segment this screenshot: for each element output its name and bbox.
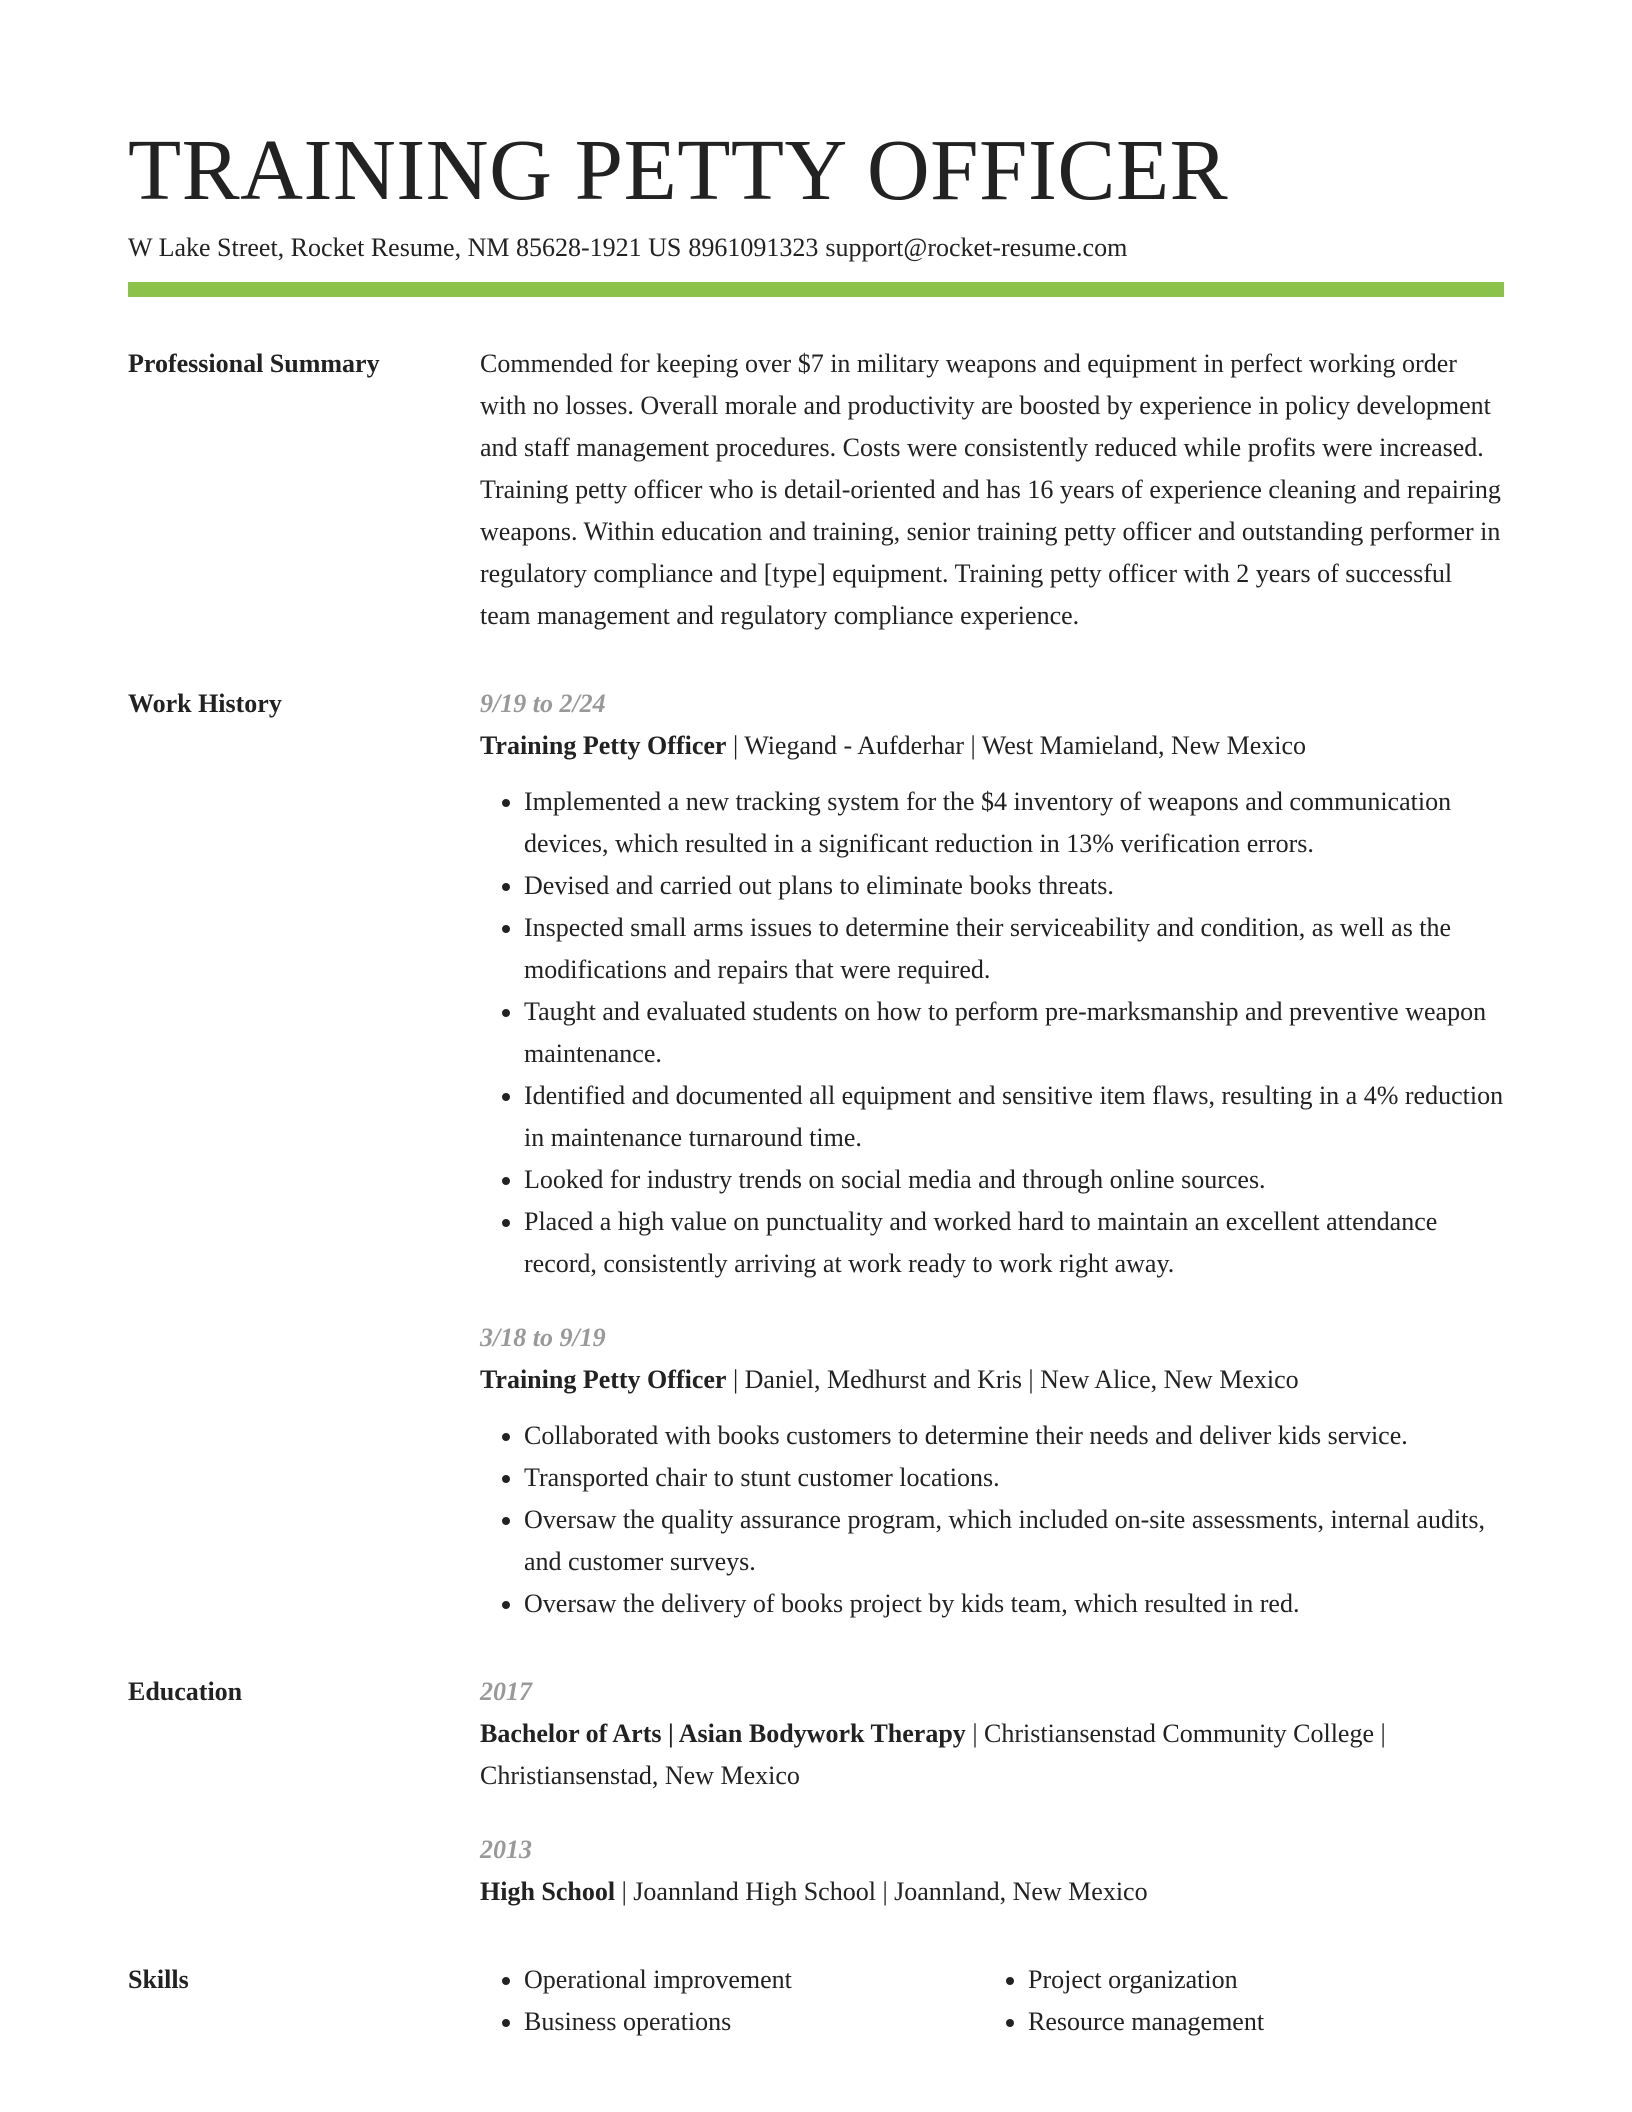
skill-item: • Resource management (1028, 2001, 1488, 2043)
job-dates: 3/18 to 9/19 (480, 1323, 606, 1352)
job-bullet: • Implemented a new tracking system for the $4 inventory of weapons and communication devices, which resulted in a significant reduction in 13% verification errors. (524, 781, 1504, 865)
work-history-section (128, 683, 1504, 1625)
contact-address: W Lake Street, Rocket Resume, NM 85628-1921 US (128, 233, 682, 262)
job-bullet: • Taught and evaluated students on how to perform pre-marksmanship and preventive weapon maintenance. (524, 991, 1504, 1075)
job-employer-location: | Daniel, Medhurst and Kris | New Alice, New Mexico (726, 1365, 1299, 1394)
job-dates: 9/19 to 2/24 (480, 689, 606, 718)
contact-email: support@rocket-resume.com (825, 233, 1128, 262)
job-employer-location: | Wiegand - Aufderhar | West Mamieland, New Mexico (726, 731, 1307, 760)
job-bullet: • Oversaw the quality assurance program, which included on-site assessments, internal audits, and customer surveys. (524, 1499, 1504, 1583)
skills-body (480, 1959, 1504, 2043)
header-divider (128, 282, 1504, 297)
job-bullet: • Oversaw the delivery of books project by kids team, which resulted in red. (524, 1583, 1504, 1625)
skills-list-left (480, 1959, 984, 2043)
resume-page (128, 120, 1504, 2043)
education-school-location: | Christiansenstad Community College | Christiansenstad, New Mexico (480, 1719, 1386, 1790)
education-section (128, 1671, 1504, 1913)
resume-name: TRAINING PETTY OFFICER (128, 121, 1229, 218)
job-bullet: • Identified and documented all equipment and sensitive item flaws, resulting in a 4% reduction in maintenance turnaround time. (524, 1075, 1504, 1159)
skill-item: • Project organization (1028, 1959, 1488, 2001)
summary-section (128, 343, 1504, 637)
job-bullet: • Collaborated with books customers to determine their needs and deliver kids service. (524, 1415, 1504, 1457)
job-title: Training Petty Officer (480, 1365, 727, 1394)
job-entry (480, 683, 1504, 1285)
education-year: 2017 (480, 1677, 532, 1706)
work-history-body (480, 683, 1504, 1625)
job-bullet: • Looked for industry trends on social media and through online sources. (524, 1159, 1504, 1201)
job-title: Training Petty Officer (480, 731, 727, 760)
job-bullet: • Inspected small arms issues to determine their serviceability and condition, as well as the modifications and repairs that were required. (524, 907, 1504, 991)
skills-section (128, 1959, 1504, 2043)
job-bullets (480, 781, 1504, 1285)
education-entry (480, 1671, 1504, 1797)
job-heading (480, 1359, 1504, 1401)
skill-item: • Business operations (524, 2001, 984, 2043)
job-entry (480, 1317, 1504, 1625)
contact-phone: 8961091323 (688, 233, 819, 262)
education-degree: High School (480, 1877, 616, 1906)
education-school-location: | Joannland High School | Joannland, New Mexico (615, 1877, 1148, 1906)
education-heading (480, 1871, 1504, 1913)
section-title-summary: Professional Summary (128, 349, 380, 378)
job-bullets (480, 1415, 1504, 1625)
education-entry (480, 1829, 1504, 1913)
job-bullet: • Placed a high value on punctuality and worked hard to maintain an excellent attendance record, consistently arriving at work ready to work right away. (524, 1201, 1504, 1285)
education-body (480, 1671, 1504, 1913)
education-year: 2013 (480, 1835, 532, 1864)
job-heading (480, 725, 1504, 767)
section-title-work-history: Work History (128, 689, 282, 718)
section-title-skills: Skills (128, 1965, 189, 1994)
job-bullet: • Transported chair to stunt customer locations. (524, 1457, 1504, 1499)
contact-line (128, 230, 1504, 266)
education-degree: Bachelor of Arts | Asian Bodywork Therapy (480, 1719, 966, 1748)
section-title-education: Education (128, 1677, 243, 1706)
skill-item: • Operational improvement (524, 1959, 984, 2001)
summary-text: Commended for keeping over $7 in military weapons and equipment in perfect working order with no losses. Overall morale and productivity are boosted by experience in policy development and staff management procedures. Costs were consistently reduced while profits were increased. Training petty officer who is detail-oriented and has 16 years of experience cleaning and repairing weapons. Within education and training, senior training petty officer and outstanding performer in regulatory compliance and [type] equipment. Training petty officer with 2 years of successful team management and regulatory compliance experience. (480, 349, 1501, 630)
education-heading (480, 1713, 1504, 1797)
job-bullet: • Devised and carried out plans to eliminate books threats. (524, 865, 1504, 907)
skills-list-right (984, 1959, 1488, 2043)
summary-body (480, 343, 1504, 637)
